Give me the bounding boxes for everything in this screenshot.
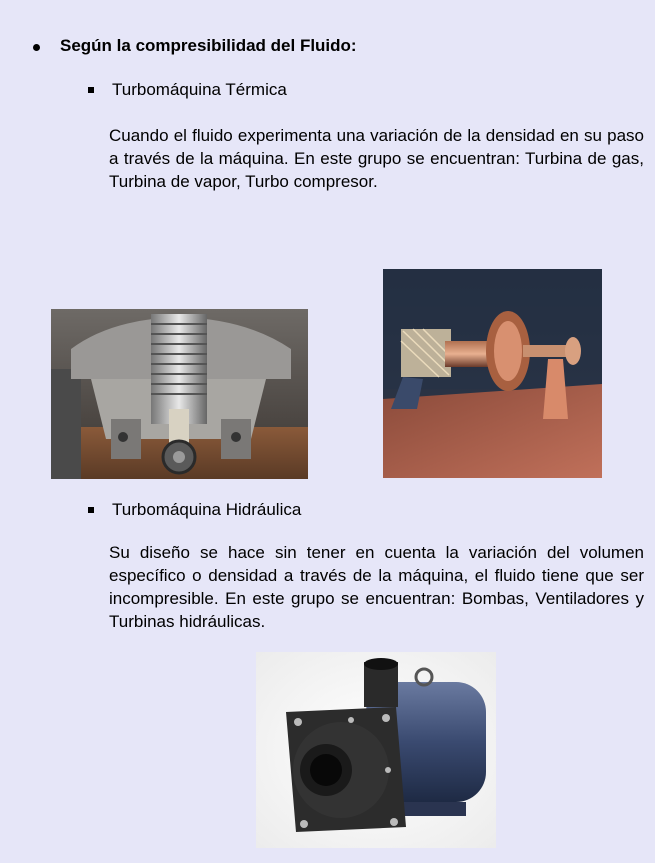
square-bullet-icon [88,87,94,93]
bullet-dot-icon [33,44,40,51]
subheading-termica: Turbomáquina Térmica [112,80,287,99]
subheading-hidraulica: Turbomáquina Hidráulica [112,500,302,519]
square-bullet-icon [88,507,94,513]
centrifugal-pump-photo [256,652,496,848]
paragraph-hidraulica: Su diseño se hace sin tener en cuenta la variación del volumen específico o densidad a través de la máquina, el fluido tiene que ser incompresible. En este grupo se encuentran: Bombas, Ventiladores y Turbinas hidráulicas. [109,543,644,631]
gas-turbine-rotor-photo [383,269,602,478]
section-heading: Según la compresibilidad del Fluido: [60,36,357,55]
paragraph-termica: Cuando el fluido experimenta una variación de la densidad en su paso a través de la máquina. En este grupo se encuentran: Turbina de gas, Turbina de vapor, Turbo compresor. [109,126,644,191]
steam-turbine-photo [51,309,308,479]
